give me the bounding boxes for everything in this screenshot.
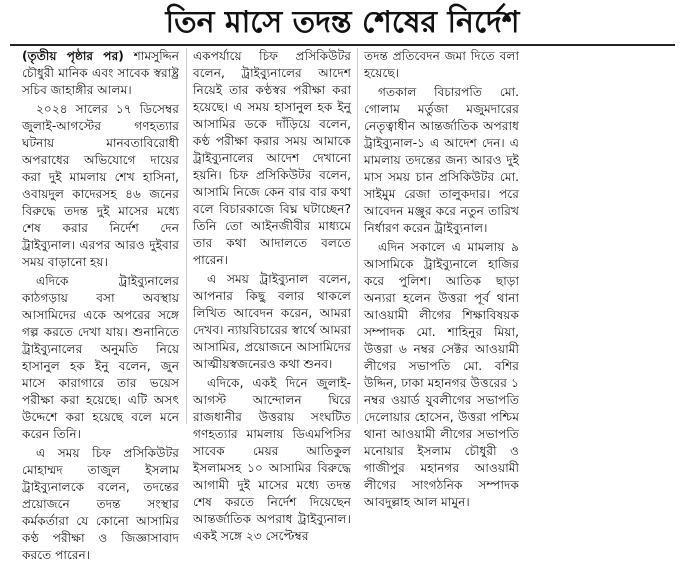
- column-divider: [186, 48, 187, 424]
- paragraph: এদিকে, একই দিনে জুলাই-আগস্ট আন্দোলন ঘিরে রাজধানীর উত্তরায় সংঘটিত গণহত্যার মামলায় ডিএমপিসির সাবেক মেয়র আতিকুল ইসলামসহ ১০ আসামির বিরুদ্ধে আগামী দুই মাসের মধ্যে তদন্ত শেষ করতে নির্দেশ দিয়েছেন আন্তর্জাতিক অপরাধ ট্রাইব্যুনাল। একই সঙ্গে ২৩ সেপ্টেম্বর: [193, 376, 351, 543]
- paragraph: এ সময় চিফ প্রসিকিউটর মোহাম্মদ তাজুল ইসলাম ট্রাইব্যুনালকে বলেন, তদন্তের প্রয়োজনে তদন্ত সংস্থার কর্মকর্তারা যে কোনো আসামির কণ্ঠ পরীক্ষা ও জিজ্ঞাসাবাদ করতে পারেন।: [22, 446, 179, 562]
- jump-line: (তৃতীয় পৃষ্ঠার পর): [22, 49, 124, 63]
- column-3: [364, 48, 519, 509]
- paragraph: ২০২৪ সালের ১৭ ডিসেম্বর জুলাই-আগস্টের গণহত্যার ঘটনায় মানবতাবিরোধী অপরাধের অভিযোগে দায়ের করা দুই মামলায় শেখ হাসিনা, ওবায়দুল কাদেরসহ ৪৬ জনের বিরুদ্ধে তদন্ত দুই মাসের মধ্যে শেষ করার নির্দেশ দেন ট্রাইব্যুনাল। এরপর আরও দুইবার সময় বাড়ানো হয়।: [22, 102, 179, 269]
- headline-rule: [10, 44, 675, 46]
- column-divider: [357, 48, 358, 424]
- column-2: [193, 48, 351, 543]
- paragraph-text: শামসুদ্দিন চৌধুরী মানিক এবং সাবেক স্বরাষ্ট্র সচিব জাহাঙ্গীর আলম।: [22, 49, 179, 97]
- paragraph: এদিন সকালে এ মামলায় ৯ আসামিকে ট্রাইব্যুনালে হাজির করে পুলিশ। আতিক ছাড়া অন্যরা হলেন উত্তরা পূর্ব থানা আওয়ামী লীগের শিক্ষাবিষয়ক সম্পাদক মো. শাহিনুর মিয়া, উত্তরা ৬ নম্বর সেক্টর আওয়ামী লীগের সভাপতি মো. বশির উদ্দিন, ঢাকা মহানগর উত্তরের ১ নম্বর ওয়ার্ড যুবলীগের সভাপতি দেলোয়ার হোসেন, উত্তরা পশ্চিম থানা আওয়ামী লীগের সভাপতি মনোয়ার ইসলাম চৌধুরী ও গাজীপুর মহানগর আওয়ামী লীগের সাংগঠনিক সম্পাদক আবদুল্লাহ আল মামুন।: [364, 240, 519, 509]
- paragraph: এ সময় ট্রাইব্যুনাল বলেন, আপনার কিছু বলার থাকলে লিখিত আবেদন করেন, আমরা দেখব। ন্যায়বিচারের স্বার্থে আমরা আসামির, প্রয়োজনে আসামিদের আত্মীয়স্বজনেরও কথা শুনব।: [193, 272, 351, 371]
- headline: তিন মাসে তদন্ত শেষের নির্দেশ: [165, 5, 520, 40]
- paragraph: তদন্ত প্রতিবেদন জমা দিতে বলা হয়েছে।: [364, 49, 519, 80]
- column-1: [22, 48, 179, 562]
- paragraph: একপর্যায়ে চিফ প্রসিকিউটর বলেন, ট্রাইব্যুনালের আদেশ নিয়েই তার কণ্ঠস্বর পরীক্ষা করা হয়েছে। এ সময় হাসানুল হক ইনু আসামির ডকে দাঁড়িয়ে বলেন, কণ্ঠ পরীক্ষা করার সময় আমাকে ট্রাইব্যুনালের আদেশ দেখানো হয়নি। চিফ প্রসিকিউটর বলেন, আসামি নিজে কেন বার বার কথা বলে বিচারকাজে বিঘ্ন ঘটাচ্ছেন? তিনি তো আইনজীবীর মাধ্যমে তার কথা আদালতে বলতে পারেন।: [193, 49, 351, 267]
- paragraph: এদিকে ট্রাইব্যুনালের কাঠগড়ায় বসা অবস্থায় আসামিদের একে অপরের সঙ্গে গল্প করতে দেখা যায়। শুনানিতে ট্রাইব্যুনালের অনুমতি নিয়ে হাসানুল হক ইনু বলেন, জুন মাসে কারাগারে তার ভয়েস পরীক্ষা করা হয়েছে। এটি অসৎ উদ্দেশে করা হয়েছে বলে মনে করেন তিনি।: [22, 274, 179, 441]
- paragraph: গতকাল বিচারপতি মো. গোলাম মর্তুজা মজুমদারের নেতৃত্বাধীন আন্তর্জাতিক অপরাধ ট্রাইব্যুনাল-১ এ আদেশ দেন। এ মামলায় তদন্তের জন্য আরও দুই মাস সময় চান প্রসিকিউটর মো. সাইমুম রেজা তালুকদার। পরে আবেদন মঞ্জুর করে নতুন তারিখ নির্ধারণ করেন ট্রাইব্যুনাল।: [364, 85, 519, 235]
- paragraph: [22, 48, 179, 99]
